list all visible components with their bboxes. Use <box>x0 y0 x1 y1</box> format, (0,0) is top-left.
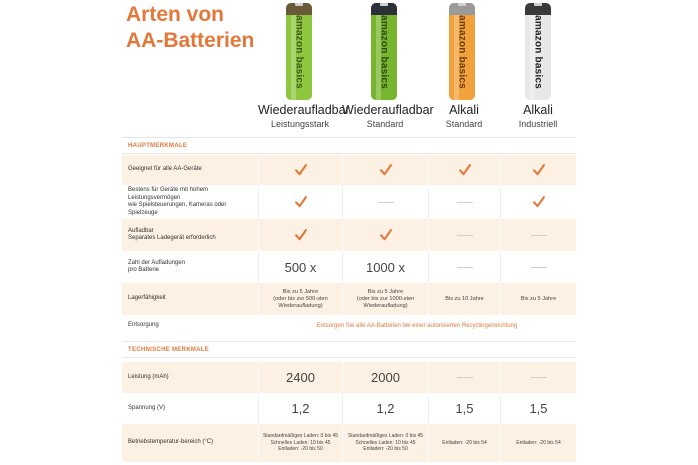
table-row-rechargeable <box>122 219 576 251</box>
battery-image-4 <box>525 3 551 100</box>
row-label: Geeignet für alle AA-Geräte <box>128 166 202 173</box>
column-heading-1: Wiederaufladbar Leistungsstark <box>258 103 350 129</box>
check-icon <box>428 155 500 185</box>
dash-icon <box>500 251 576 283</box>
table-row-capacity <box>122 362 576 393</box>
check-icon <box>500 155 576 185</box>
shelf-life-value: Bis zu 5 Jahre <box>500 283 576 315</box>
recharges-value: 1000 x <box>342 251 428 283</box>
dash-icon <box>428 185 500 219</box>
row-label: Leistung (mAh) <box>128 373 169 380</box>
section-heading-main: HAUPTMERKMALE <box>128 143 188 149</box>
dash-icon <box>342 185 428 219</box>
disposal-text: Entsorgen Sie alle AA-Batterien bei einer autorisierten Recyclingeinrichtung <box>316 323 518 329</box>
column-heading-2: Wiederaufladbar Standard <box>342 103 434 129</box>
recharges-value: 500 x <box>258 251 342 283</box>
voltage-value: 1,2 <box>258 393 342 424</box>
voltage-value: 1,2 <box>342 393 428 424</box>
temperature-value: Standardmäßiges Laden: 0 bis 45 Schnelles Laden: 10 bis 45 Entladen: -20 bis 50 <box>342 424 428 462</box>
dash-icon <box>428 362 500 393</box>
temperature-value: Entladen: -20 bis 54 <box>500 424 576 462</box>
check-icon <box>258 219 342 251</box>
check-icon <box>258 155 342 185</box>
section-heading-technical: TECHNISCHE MERKMALE <box>128 347 210 353</box>
row-label: Aufladbar Separates Ladegerät erforderlich <box>128 227 216 241</box>
dash-icon <box>428 251 500 283</box>
page-title <box>126 2 254 54</box>
voltage-value: 1,5 <box>428 393 500 424</box>
battery-brand-1: amazon basics <box>293 14 305 89</box>
column-heading-3: Alkali Standard <box>445 103 483 129</box>
shelf-life-value: Bis zu 5 Jahre (oder bis zur 1000-sten Wiederaufladung) <box>342 283 428 315</box>
check-icon <box>342 219 428 251</box>
table-row-high-performance <box>122 185 576 219</box>
dash-icon <box>500 219 576 251</box>
table-row-recharges <box>122 251 576 283</box>
title-line-1: Arten von <box>126 3 225 26</box>
shelf-life-value: Bis zu 5 Jahre (oder bis zur 500-sten Wiederaufladung) <box>258 283 342 315</box>
temperature-value: Standardmäßiges Laden: 0 bis 45 Schnelles Laden: 10 bis 45 Entladen: -20 bis 50 <box>258 424 342 462</box>
battery-brand-3: amazon basics <box>456 14 468 89</box>
capacity-value: 2000 <box>342 362 428 393</box>
check-icon <box>342 155 428 185</box>
battery-image-3 <box>449 3 475 100</box>
row-label: Betriebstemperatur-bereich (°C) <box>128 439 214 446</box>
table-row-disposal <box>122 315 576 337</box>
divider <box>122 153 576 154</box>
shelf-life-value: Bis zu 10 Jahre <box>428 283 500 315</box>
battery-brand-4: amazon basics <box>532 14 544 89</box>
table-row-voltage <box>122 393 576 424</box>
check-icon <box>500 185 576 219</box>
voltage-value: 1,5 <box>500 393 576 424</box>
divider <box>122 341 576 342</box>
divider <box>122 357 576 358</box>
title-line-2: AA-Batterien <box>126 29 255 52</box>
row-label: Entsorgung <box>128 322 159 329</box>
dash-icon <box>428 219 500 251</box>
check-icon <box>258 185 342 219</box>
dash-icon <box>500 362 576 393</box>
battery-image-2 <box>371 3 397 100</box>
temperature-value: Entladen: -20 bis 54 <box>428 424 500 462</box>
row-label: Spannung (V) <box>128 404 166 411</box>
row-label: Zahl der Aufladungen pro Batterie <box>128 259 186 273</box>
column-heading-4: Alkali Industriell <box>518 103 558 129</box>
table-row-shelf-life <box>122 283 576 315</box>
capacity-value: 2400 <box>258 362 342 393</box>
row-label: Bestens für Geräte mit hohem Leistungsvermögen wie Spielsteuerungen, Kameras oder Spielzeuge <box>128 187 227 216</box>
table-row-temperature <box>122 424 576 462</box>
battery-brand-2: amazon basics <box>378 14 390 89</box>
row-label: Lagerfähigkeit <box>128 295 166 302</box>
table-row-suitable <box>122 155 576 185</box>
divider <box>122 137 576 138</box>
battery-image-1 <box>286 3 312 100</box>
